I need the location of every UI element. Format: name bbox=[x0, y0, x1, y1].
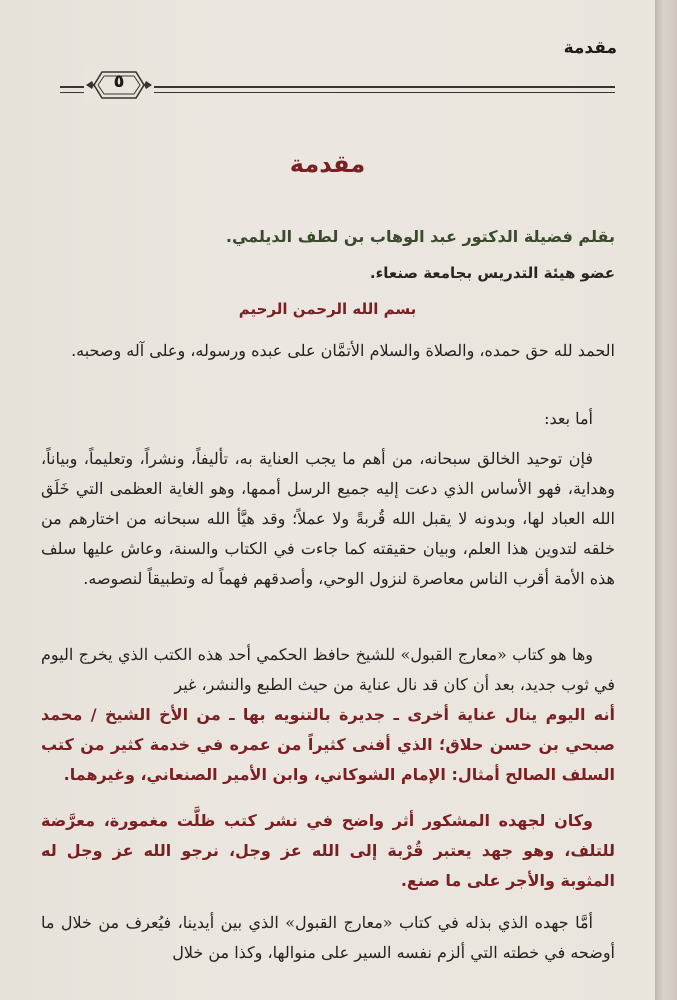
page-number: ٥ bbox=[113, 71, 125, 92]
paragraph-editor: أنه اليوم ينال عناية أخرى ـ جديرة بالتنويه بها ـ من الأخ الشيخ / محمد صبحي بن حسن حلاق؛ الذي أفنى كثيراً من عمره في خدمة كثير من كتب السلف الصالح أمثال: الإمام الشوكاني، وابن الأمير الصنعاني، وغيرهما. bbox=[41, 705, 615, 784]
byline: بقلم فضيلة الدكتور عبد الوهاب بن لطف الديلمي. bbox=[225, 227, 615, 246]
paragraph-tawhid: فإن توحيد الخالق سبحانه، من أهم ما يجب العناية به، تأليفاً، ونشراً، وتعليماً، وبياناً، وهداية، فهو الأساس الذي دعت إليه جميع الرسل أممها، وهو الغاية العظمى التي خَلَق الله العباد لها، وبدونه لا يقبل الله قُربةً ولا عملاً؛ وقد هيَّأ الله سبحانه من اختارهم من خلقه لتدوين هذا العلم، وبيان حقيقته كما جاءت في الكتاب والسنة، وعاش عليها سلف هذه الأمة أقرب الناس معاصرة لنزول الوحي، وأصدقهم فهماً له وتطبيقاً لنصوصه. bbox=[41, 449, 615, 588]
page-edge bbox=[655, 0, 677, 1000]
basmala: بسم الله الرحمن الرحيم bbox=[238, 300, 417, 318]
paragraph-book-intro: وها هو كتاب «معارج القبول» للشيخ حافظ الحكمي أحد هذه الكتب الذي يخرج اليوم في ثوب جديد، بعد أن كان قد نال عناية من حيث الطبع والنشر، غير bbox=[41, 645, 615, 694]
chapter-title: مقدمة bbox=[289, 150, 366, 178]
amma-bad: أما بعد: bbox=[544, 409, 593, 428]
page-number-ornament bbox=[84, 66, 154, 104]
running-head: مقدمة bbox=[563, 38, 617, 58]
paragraph-last: أمَّا جهده الذي بذله في كتاب «معارج القبول» الذي بين أيدينا، فيُعرف من خلال ما أوضحه في خطته التي ألزم نفسه السير على منوالها، وكذا من خلال bbox=[41, 913, 615, 962]
affiliation: عضو هيئة التدريس بجامعة صنعاء. bbox=[369, 264, 615, 282]
paragraph-effort: وكان لجهده المشكور أثر واضح في نشر كتب ظلَّت مغمورة، معرَّضة للتلف، وهو جهد يعتبر قُرْبة إلى الله عز وجل، نرجو الله عز وجل له المثوبة والأجر على ما صنع. bbox=[41, 811, 615, 890]
paragraph-praise: الحمد لله حق حمده، والصلاة والسلام الأتمَّان على عبده ورسوله، وعلى آله وصحبه. bbox=[71, 341, 615, 360]
